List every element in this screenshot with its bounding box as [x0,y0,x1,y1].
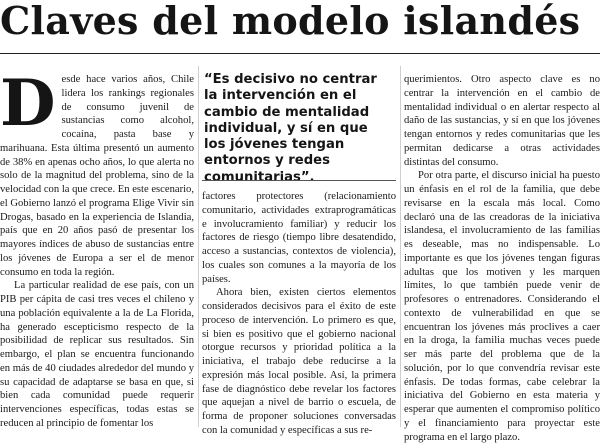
column-separator [198,66,199,427]
drop-cap: D [0,66,56,141]
column-1-paragraph-1 [0,66,194,279]
pull-quote [204,72,390,186]
column-3-paragraph-1: querimientos. Otro aspecto clave es no centrar la intervención en el cambio de mentalidad individual o en alertar respecto al daño de las sustancias, y sí en que los jóvenes tengan entornos y redes comunitarias que les permitan dedicarse a otras actividades distintas del consumo. [404,74,600,168]
headline-rule [0,53,600,54]
column-3-paragraph-2: Por otra parte, el discurso inicial ha puesto un énfasis en el rol de la familia, que debe revisarse en la escala más local. Como declaró una de las creadoras de la iniciativa islandesa, el involucramiento de las familias es deseable, mas no indispensable. Lo importante es que los jóvenes tengan figuras adultas que los motiven y les marquen límites, lo que también puede venir de profesores o entrenadores. Considerando el contexto de vulnerabilidad en que se encuentran los jóvenes más proclives a caer en la droga, la familia muchas veces puede ser más parte del problema que de la solución, por lo que convendría revisar este énfasis. De todas formas, cabe celebrar la iniciativa del Gobierno en esta materia y esperar que aumenten el compromiso político y el financiamiento para proyectar este programa en el largo plazo. [404,170,600,443]
column-1-paragraph-2: La particular realidad de ese país, con un PIB per cápita de casi tres veces el chileno y una población equivalente a la de La Florida, ha generado escepticismo respecto de la posibilidad de replicar sus resultados. Sin embargo, el plan se encuentra funcionando en más de 40 ciudades alrededor del mundo y su capacidad de adaptarse se basa en que, si bien cada comunidad puede requerir intervenciones específicas, todas estas se reducen al principio de fomentar los [0,280,194,429]
headline: Claves del modelo islandés [0,0,581,43]
column-1-paragraph-1-text: esde hace varios años, Chile lidera los rankings regionales de consumo juvenil de sustancias como alcohol, cocaína, pasta base y marihuana. Esta última presentó un aumento de 38% en apenas ocho años, lo que alerta no solo de la magnitud del problema, sino de la velocidad con la que crece. En este escenario, el Gobierno lanzó el programa Elige Vivir sin Drogas, basado en la experiencia de Islandia, país que en 20 años pasó de presentar los mayores índices de abuso de sustancias entre los jóvenes de Europa a ser el de menor consumo en toda la región. [0,74,194,278]
column-3 [404,73,600,444]
pull-quote-text: “Es decisivo no centrar la intervención en el cambio de mentalidad individual, y sí en que los jóvenes tengan entornos y redes comunitarias”. [204,72,377,185]
column-2-paragraph-1: factores protectores (relacionamiento comunitario, actividades extraprogramáticas e involucramiento familiar) y reducir los factores de riesgo (tiempo libre desatendido, acceso a sustancias, contextos de violencia), los cuales son comunes a la mayoría de los países. [202,191,396,285]
column-separator [400,66,401,427]
column-2 [202,190,396,438]
pull-quote-rule [202,180,396,181]
column-2-paragraph-2: Ahora bien, existen ciertos elementos considerados decisivos para el éxito de este proceso de intervención. Lo primero es que, si bien es positivo que el gobierno nacional otorgue recursos y prioridad política a la iniciativa, el trabajo debe reducirse a la expresión más local posible. Así, la primera fase de diagnóstico debe revelar los factores que aquejan a nivel de barrio o escuela, de forma de proponer soluciones conversadas con la comunidad y específicas a sus re- [202,287,396,436]
column-1 [0,66,194,431]
